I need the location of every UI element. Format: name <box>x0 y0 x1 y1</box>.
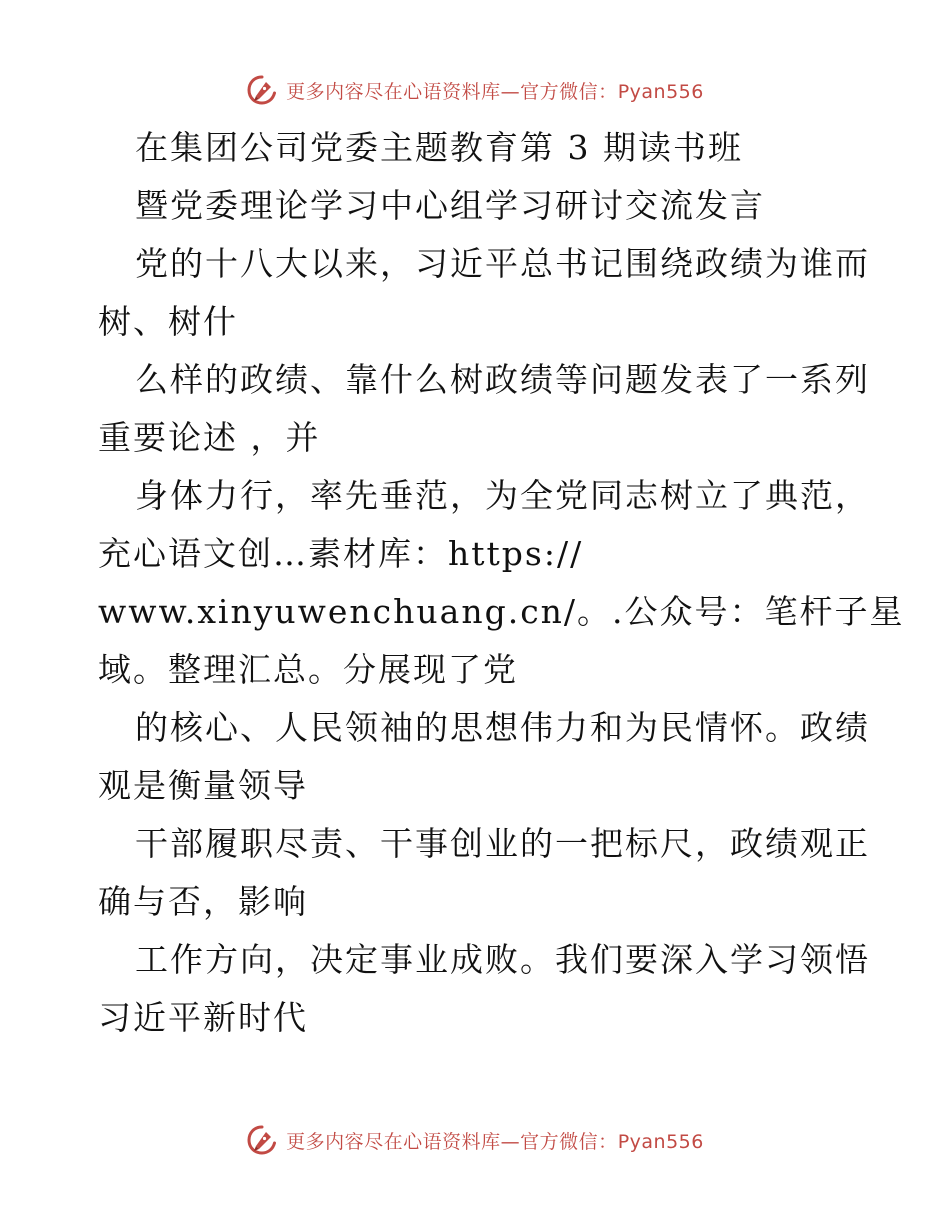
paragraph-line: 干部履职尽责、干事创业的一把标尺，政绩观正 <box>135 824 870 863</box>
paragraph-line: 么样的政绩、靠什么树政绩等问题发表了一系列 <box>135 360 870 399</box>
paragraph-line: 域。整理汇总。分展现了党 <box>98 650 518 689</box>
paragraph-line: 树、树什 <box>98 302 238 341</box>
watermark-separator: — <box>500 80 521 103</box>
paragraph-line: 确与否，影响 <box>98 882 308 921</box>
watermark-label: 官方微信： <box>520 1130 618 1153</box>
watermark-label: 官方微信： <box>520 80 618 103</box>
watermark-main: 更多内容尽在心语资料库 <box>286 80 501 103</box>
doc-title-line-2: 暨党委理论学习中心组学习研讨交流发言 <box>135 186 765 225</box>
paragraph-line: 重要论述 ，并 <box>98 418 321 457</box>
header-watermark <box>0 70 950 110</box>
pen-nib-swirl-icon <box>246 1124 278 1156</box>
paragraph-line: www.xinyuwenchuang.cn/。.公众号：笔杆子星 <box>98 592 905 631</box>
paragraph-line: 工作方向，决定事业成败。我们要深入学习领悟 <box>135 940 870 979</box>
doc-title-line-1: 在集团公司党委主题教育第 3 期读书班 <box>135 128 743 167</box>
paragraph-line: 的核心、人民领袖的思想伟力和为民情怀。政绩 <box>135 708 870 747</box>
paragraph-line: 身体力行，率先垂范，为全党同志树立了典范， <box>135 476 870 515</box>
pen-nib-swirl-icon <box>246 74 278 106</box>
watermark-main: 更多内容尽在心语资料库 <box>286 1130 501 1153</box>
watermark-text <box>286 77 704 104</box>
paragraph-line: 党的十八大以来，习近平总书记围绕政绩为谁而 <box>135 244 870 283</box>
paragraph-line: 观是衡量领导 <box>98 766 308 805</box>
watermark-id: Pyan556 <box>617 80 704 103</box>
watermark-text <box>286 1127 704 1154</box>
watermark-id: Pyan556 <box>617 1130 704 1153</box>
watermark-separator: — <box>500 1130 521 1153</box>
paragraph-line: 充心语文创…素材库：https:// <box>98 534 584 573</box>
footer-watermark <box>0 1120 950 1160</box>
paragraph-line: 习近平新时代 <box>98 998 308 1037</box>
